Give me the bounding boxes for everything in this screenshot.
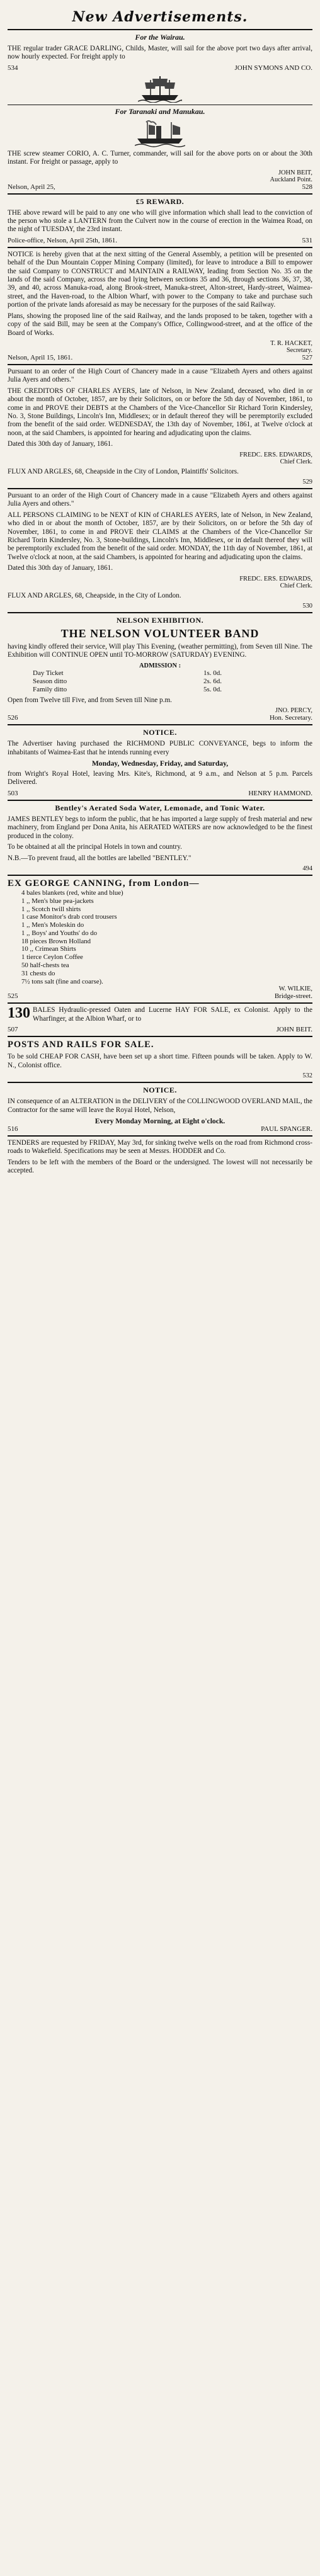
ad-railway-notice	[8, 251, 312, 361]
ad-body: To be sold CHEAP FOR CASH, have been set up a short time. Fifteen pounds will be taken. Apply to W. N., Colonist office.	[8, 1053, 312, 1069]
ad-signature: JOHN BEIT.	[276, 1026, 312, 1034]
list-item: 1 case Monitor's drab cord trousers	[21, 913, 117, 921]
ad-days: Monday, Wednesday, Friday, and Saturday,	[91, 759, 229, 768]
ad-heading: NOTICE.	[143, 1086, 177, 1095]
ad-body-2: Tenders to be left with the members of the Board or the undersigned. The lowest will not necessarily be accepted.	[8, 1158, 312, 1175]
ad-body: Pursuant to an order of the High Court of Chancery made in a cause "Elizabeth Ayers and others against Julia Ayers and others."	[8, 367, 312, 384]
ad-creditors-ayers	[8, 368, 312, 485]
ad-number: 534	[8, 64, 18, 72]
divider	[8, 1002, 312, 1004]
ad-heading: NELSON EXHIBITION.	[116, 616, 204, 625]
ad-signature: HENRY HAMMOND.	[248, 789, 312, 797]
admission-heading: ADMISSION :	[139, 662, 181, 669]
ad-title: THE NELSON VOLUNTEER BAND	[60, 627, 260, 640]
ad-number: 503	[8, 789, 18, 797]
ad-heading: £5 REWARD.	[135, 196, 185, 206]
list-item: 1 tierce Ceylon Coffee	[21, 953, 83, 962]
ad-signature: JOHN BEIT,	[278, 169, 312, 176]
ad-body-2: from Wright's Royal Hotel, leaving Mrs. Kite's, Richmond, at 9 a.m., and Nelson at 5 p.m. Parcels Delivered.	[8, 770, 312, 786]
ad-body-2: ALL PERSONS CLAIMING to be NEXT of KIN of CHARLES AYERS, late of Nelson, in New Zealand, who died in or about the month of October, 1857, are by their Solicitors, on or before the 5th day of November, 1861, to come in and PROVE their CLAIMS at the Chambers of the Vice-Chancellor Sir Richard Torin Kindersley, No. 3, Stone-buildings, Lincoln's Inn, Middlesex, or in default thereof they will be peremptorily excluded from the benefit of the said order. MONDAY, the 11th day of November, 1861, at Twelve o'clock at noon, at the said Chambers, is appointed for hearing and adjudicating upon the claims.	[8, 511, 312, 561]
ad-signature: T. R. HACKET,	[270, 339, 312, 347]
divider	[8, 612, 312, 613]
steamer-icon	[135, 118, 185, 147]
ad-number: 494	[302, 865, 312, 872]
ad-signature-line2: Hon. Secretary.	[269, 714, 312, 722]
ad-number: 529	[302, 478, 312, 485]
ad-date: Nelson, April 25,	[8, 183, 55, 191]
ad-title: POSTS AND RAILS FOR SALE.	[8, 1040, 154, 1050]
ad-body: IN consequence of an ALTERATION in the DELIVERY of the COLLINGWOOD OVERLAND MAIL, the Contractor for the same will leave the Royal Hotel, Nelson,	[8, 1098, 312, 1114]
ad-date: Nelson, April 15, 1861.	[8, 353, 73, 361]
ad-signature: FREDC. ERS. EDWARDS,	[239, 451, 312, 458]
ad-bentley-soda	[8, 803, 312, 872]
divider	[8, 364, 312, 365]
ad-body: Pursuant to an order of the High Court of Chancery made in a cause "Elizabeth Ayers and others against Julia Ayers and others."	[8, 491, 312, 508]
ad-signature-line2: Auckland Point.	[270, 176, 312, 183]
divider	[8, 1135, 312, 1137]
ad-tenders-wells	[8, 1139, 312, 1176]
ad-number: 528	[302, 183, 312, 191]
ad-signature-line2: Bridge-street.	[274, 992, 312, 1001]
ad-reward	[8, 197, 312, 244]
ad-corio	[8, 107, 312, 191]
ad-number: 530	[302, 603, 312, 610]
ad-number: 507	[8, 1026, 18, 1034]
ad-body: BALES Hydraulic-pressed Oaten and Lucerne HAY FOR SALE, ex Colonist. Apply to the Wharfinger, at the Albion Wharf, or to	[33, 1006, 312, 1023]
ad-next-of-kin-ayers	[8, 492, 312, 610]
divider	[8, 1082, 312, 1083]
divider	[8, 488, 312, 489]
steamer-illustration	[8, 118, 312, 147]
goods-list	[21, 889, 312, 986]
ad-number: 526	[8, 714, 18, 722]
ad-solicitors: FLUX AND ARGLES, 68, Cheapside, in the City of London.	[8, 591, 181, 599]
ad-number: 525	[8, 992, 18, 1001]
ad-date: Police-office, Nelson, April 25th, 1861.	[8, 236, 117, 244]
divider	[8, 724, 312, 725]
divider	[8, 193, 312, 195]
ad-richmond-conveyance	[8, 728, 312, 797]
ad-posts-rails	[8, 1040, 312, 1079]
ad-collingwood-mail	[8, 1086, 312, 1133]
ad-date: Dated this 30th day of January, 1861.	[8, 440, 113, 448]
list-item: 1 ,, Scotch twill shirts	[21, 905, 81, 913]
ad-nelson-exhibition	[8, 616, 312, 722]
list-item: 1 ,, Men's Moleskin do	[21, 921, 84, 929]
list-item: 50 half-chests tea	[21, 962, 69, 970]
ad-signature: W. WILKIE,	[278, 985, 312, 993]
ad-number: 532	[302, 1072, 312, 1080]
ad-title: EX GEORGE CANNING, from London—	[8, 878, 200, 888]
ad-heading: NOTICE.	[143, 728, 177, 737]
ad-body-2: Plans, showing the proposed line of the said Railway, and the lands proposed to be taken, together with a copy of the said Bill, may be seen at the Company's Office, Collingwood-street, and at the office of the Board of Works.	[8, 312, 312, 337]
divider	[8, 247, 312, 248]
ad-hay-for-sale	[8, 1006, 312, 1033]
ad-body-3: N.B.—To prevent fraud, all the bottles are labelled "BENTLEY."	[8, 854, 191, 862]
ad-heading: For Taranaki and Manukau.	[115, 106, 205, 116]
list-item: 4 bales blankets (red, white and blue)	[21, 888, 123, 897]
admission-list	[33, 669, 312, 694]
ad-number: 531	[302, 236, 312, 244]
ad-date: Dated this 30th day of January, 1861.	[8, 564, 113, 572]
list-item: 1 ,, Boys' and Youths' do do	[21, 929, 97, 937]
divider	[8, 875, 312, 876]
ad-wairau	[8, 33, 312, 72]
ad-signature: JNO. PERCY,	[275, 707, 312, 715]
ad-body: THE above reward will be paid to any one who will give information which shall lead to the conviction of the person who stole a LANTERN from the Culvert now in the course of erection in the Waimea Road, on the night of TUESDAY, the 23rd instant.	[8, 208, 312, 234]
ad-body: The Advertiser having purchased the RICHMOND PUBLIC CONVEYANCE, begs to inform the inhabitants of Waimea-East that he intends running every	[8, 740, 312, 756]
ship-icon	[138, 74, 182, 103]
ad-heading: For the Wairau.	[135, 33, 185, 42]
ad-number: 516	[8, 1125, 18, 1133]
ad-body: NOTICE is hereby given that at the next sitting of the General Assembly, a petition will be presented on behalf of the Dun Mountain Copper Mining Company (limited), for leave to introduce a Bill to empower the said Company to CONSTRUCT and MAINTAIN a RAILWAY, leading from Section No. 35 on the lands of the said Company, across the road lying between sections 35 and 36, through sections 36, 37, 38, 39, and 40, across Manuka-road, along Brook-street, Manuka-street, Alton-street, Hardy-street, Waimea-street, and the Haven-road, to the Albion Wharf, with power to the Company to take and purchase such portion of the private lands aforesaid as may be necessary for the purposes of the said Railway.	[8, 250, 312, 309]
ad-signature-line2: Secretary.	[286, 346, 312, 354]
ad-body-2: THE CREDITORS OF CHARLES AYERS, late of Nelson, in New Zealand, deceased, who died in or about the month of October, 1857, are by their Solicitors, on or before the 5th day of November, 1861, to come in and PROVE their DEBTS at the Chambers of the Vice-Chancellor Sir Richard Torin Kindersley, No. 3, Stone Buildings, Lincoln's Inn, Middlesex; or in default thereof they will be peremptorily excluded from the benefit of the said order. WEDNESDAY, the 13th day of November, 1861, at Twelve o'clock at noon, at the said Chambers, is appointed for hearing and adjudicating upon the claims.	[8, 387, 312, 437]
ship-illustration	[8, 74, 312, 103]
ad-signature: FREDC. ERS. EDWARDS,	[239, 575, 312, 582]
ad-number: 527	[302, 353, 312, 361]
ad-body: TENDERS are requested by FRIDAY, May 3rd, for sinking twelve wells on the road from Richmond cross-roads to Wakefield. Specifications may be seen at Messrs. HODDER and Co.	[8, 1138, 312, 1155]
ad-heading: Bentley's Aerated Soda Water, Lemonade, and Tonic Water.	[55, 803, 265, 812]
ad-body: THE screw steamer CORIO, A. C. Turner, commander, will sail for the above ports on or about the 30th instant. For freight or passage, apply to	[8, 149, 312, 166]
ad-solicitors: FLUX AND ARGLES, 68, Cheapside in the City of London, Plaintiffs' Solicitors.	[8, 467, 239, 475]
list-item: 1 ,, Men's blue pea-jackets	[21, 897, 94, 905]
ad-signature-line2: Chief Clerk.	[280, 458, 312, 465]
list-item: 18 pieces Brown Holland	[21, 937, 91, 945]
ad-george-canning	[8, 878, 312, 1001]
ad-big-number: 130	[8, 1005, 30, 1022]
ad-body: having kindly offered their service, Will play This Evening, (weather permitting), from Seven till Nine. The Exhibition will CONTINUE OPEN until TO-MORROW (SATURDAY) EVENING.	[8, 643, 312, 659]
divider	[8, 29, 312, 30]
admission-row: Family ditto 5s. 0d.	[33, 685, 222, 693]
ad-signature: PAUL SPANGER.	[261, 1125, 312, 1133]
ad-signature: JOHN SYMONS AND CO.	[234, 64, 312, 72]
admission-row: Season ditto 2s. 6d.	[33, 677, 222, 685]
masthead: New Advertisements.	[72, 9, 248, 25]
ad-body-2: Open from Twelve till Five, and from Seven till Nine p.m.	[8, 696, 172, 704]
ad-body-2: To be obtained at all the principal Hotels in town and country.	[8, 843, 182, 851]
divider	[8, 1036, 312, 1037]
admission-row: Day Ticket 1s. 0d.	[33, 669, 222, 677]
list-item: 31 chests do	[21, 969, 55, 977]
ad-body: THE regular trader GRACE DARLING, Childs, Master, will sail for the above port two days after arrival, now hourly expected. For freight apply to	[8, 45, 312, 61]
list-item: 7½ tons salt (fine and coarse).	[21, 977, 103, 985]
list-item: 10 ,, Crimean Shirts	[21, 945, 76, 953]
divider	[8, 800, 312, 801]
ad-days: Every Monday Morning, at Eight o'clock.	[94, 1116, 226, 1125]
ad-body: JAMES BENTLEY begs to inform the public, that he has imported a large supply of fresh material and new machinery, from England per Dona Anita, his AERATED WATERS are now acknowledged to be the finest produced in the colony.	[8, 815, 312, 840]
ad-signature-line2: Chief Clerk.	[280, 582, 312, 589]
